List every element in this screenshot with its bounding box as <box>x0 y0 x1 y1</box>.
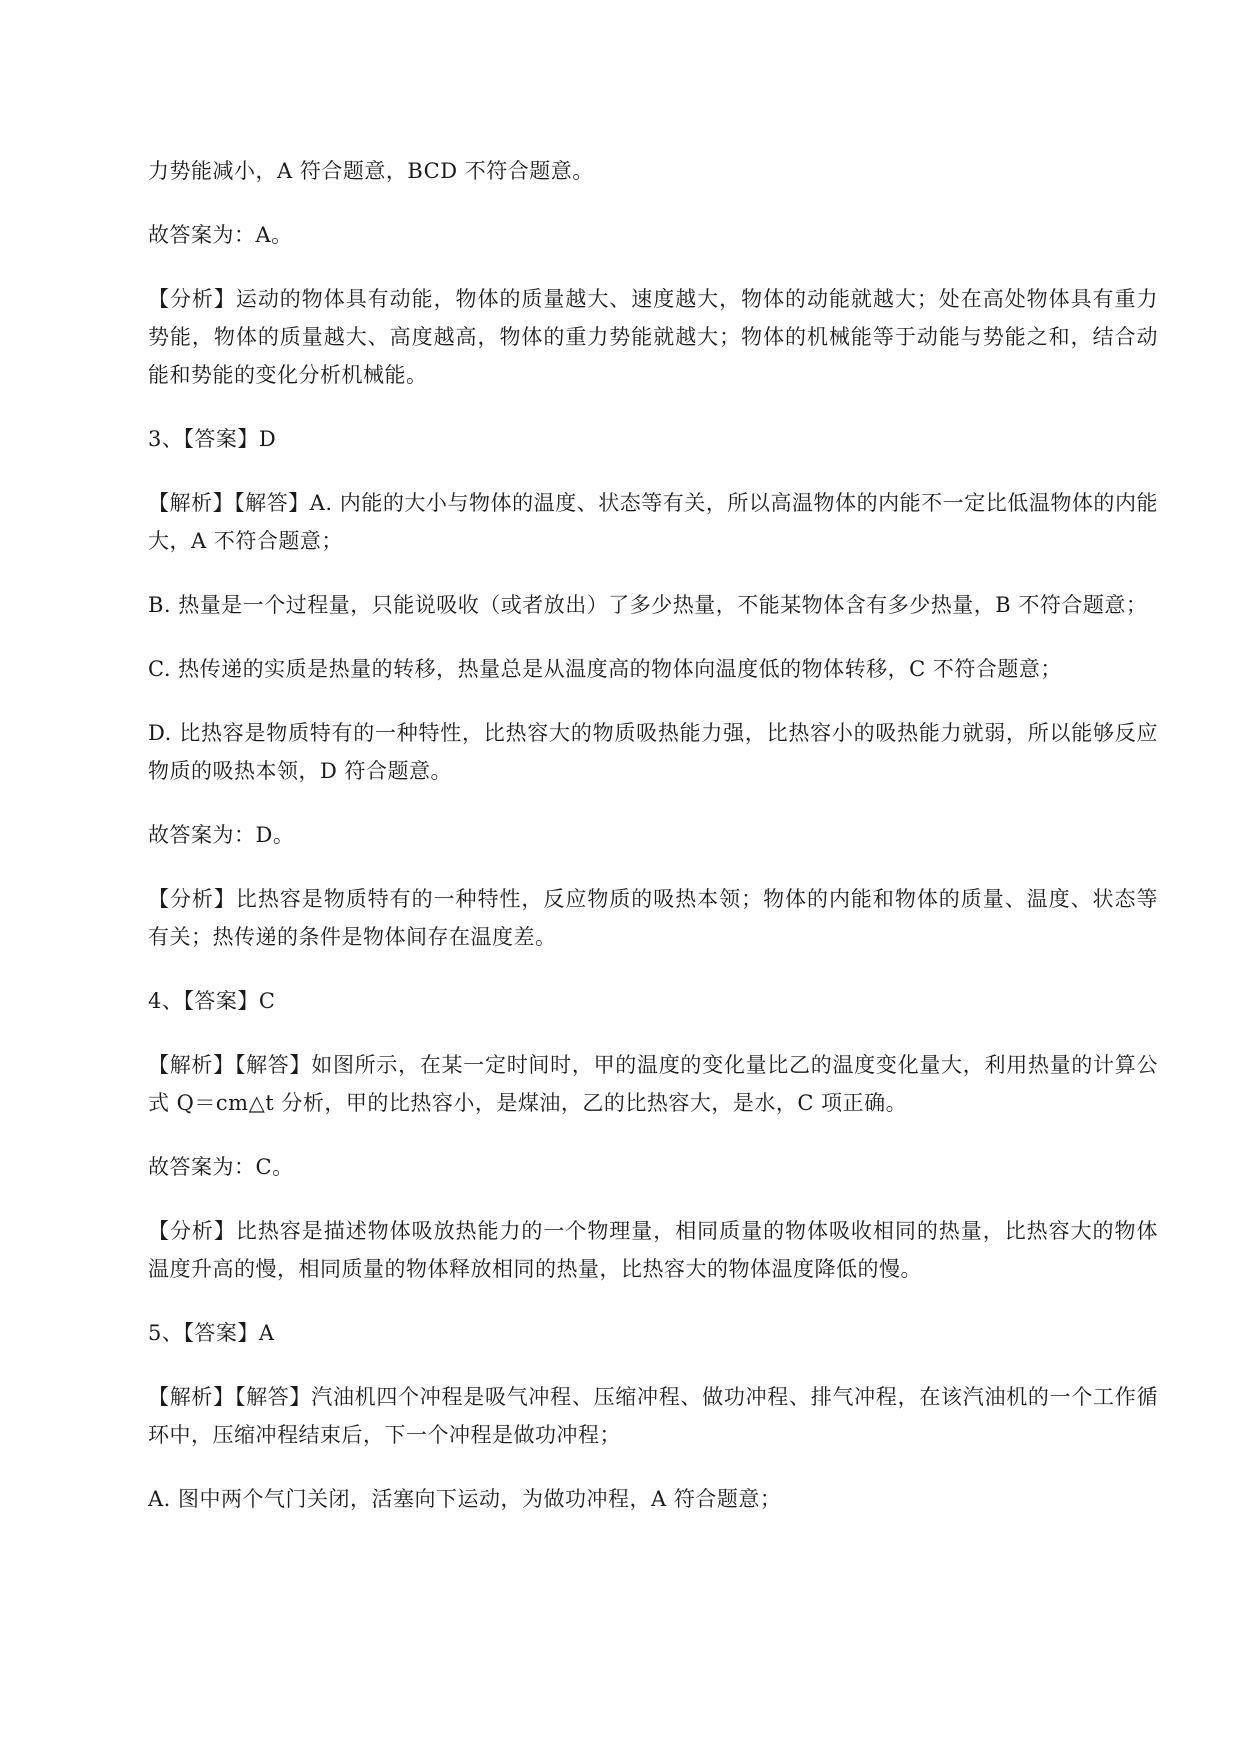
analysis-q2: 【分析】运动的物体具有动能，物体的质量越大、速度越大，物体的动能就越大；处在高处物体具有重力势能，物体的质量越大、高度越高，物体的重力势能就越大；物体的机械能等于动能与势能之和，结合动能和势能的变化分析机械能。 <box>148 287 1158 387</box>
paragraph-continuation: 力势能减小，A 符合题意，BCD 不符合题意。 <box>148 159 594 183</box>
solution-q3-option-a: 【解析】【解答】A. 内能的大小与物体的温度、状态等有关，所以高温物体的内能不一定比低温物体的内能大，A 不符合题意； <box>148 491 1158 553</box>
solution-q3-option-c: C. 热传递的实质是热量的转移，热量总是从温度高的物体向温度低的物体转移，C 不符合题意； <box>148 657 1062 681</box>
answer-line-q2: 故答案为：A。 <box>148 223 293 247</box>
solution-q3-option-d: D. 比热容是物质特有的一种特性，比热容大的物质吸热能力强，比热容小的吸热能力就弱，所以能够反应物质的吸热本领，D 符合题意。 <box>148 721 1158 783</box>
answer-line-q3: 故答案为：D。 <box>148 823 295 847</box>
answer-line-q4: 故答案为：C。 <box>148 1155 294 1179</box>
solution-q3-option-b: B. 热量是一个过程量，只能说吸收（或者放出）了多少热量，不能某物体含有多少热量，B 不符合题意； <box>148 593 1148 617</box>
answer-heading-q5: 5、【答案】A <box>148 1321 275 1345</box>
solution-q5: 【解析】【解答】汽油机四个冲程是吸气冲程、压缩冲程、做功冲程、排气冲程，在该汽油机的一个工作循环中，压缩冲程结束后，下一个冲程是做功冲程； <box>148 1385 1158 1447</box>
answer-heading-q4: 4、【答案】C <box>148 989 276 1013</box>
answer-heading-q3: 3、【答案】D <box>148 427 277 451</box>
document-body <box>148 152 1158 1544</box>
analysis-q3: 【分析】比热容是物质特有的一种特性，反应物质的吸热本领；物体的内能和物体的质量、温度、状态等有关；热传递的条件是物体间存在温度差。 <box>148 887 1158 949</box>
analysis-q4: 【分析】比热容是描述物体吸放热能力的一个物理量，相同质量的物体吸收相同的热量，比热容大的物体温度升高的慢，相同质量的物体释放相同的热量，比热容大的物体温度降低的慢。 <box>148 1219 1158 1281</box>
solution-q4: 【解析】【解答】如图所示，在某一定时间时，甲的温度的变化量比乙的温度变化量大，利用热量的计算公式 Q＝cm△t 分析，甲的比热容小，是煤油，乙的比热容大，是水，C 项正确。 <box>148 1053 1158 1115</box>
solution-q5-option-a: A. 图中两个气门关闭，活塞向下运动，为做功冲程，A 符合题意； <box>148 1487 782 1511</box>
